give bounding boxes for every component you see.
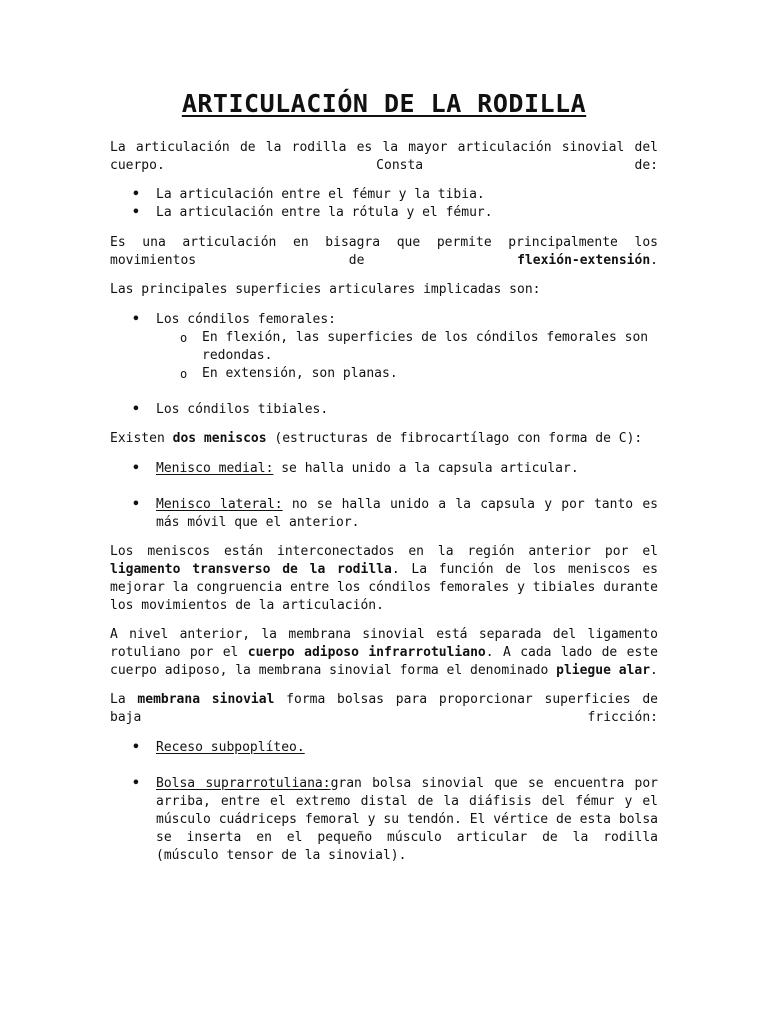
- menisco-lateral-text: no se halla unido a la capsula y por tanto es más móvil que el anterior.: [156, 497, 658, 530]
- list-item: [110, 496, 658, 532]
- list-item: • La articulación entre el fémur y la tibia.: [110, 186, 658, 204]
- list-item: [110, 311, 658, 329]
- list-item: [110, 775, 658, 865]
- superficies-list: [110, 311, 658, 419]
- anterior-mid: . A cada lado de este cuerpo adiposo, la membrana sinovial forma el denominado: [110, 645, 658, 678]
- sub-list-item: o En flexión, las superficies de los cóndilos femorales son redondas.: [110, 329, 658, 365]
- bolsas-paragraph: [110, 691, 658, 727]
- receso-label: Receso subpoplíteo.: [156, 740, 305, 755]
- menisco-medial-label: Menisco medial:: [156, 461, 274, 476]
- meniscos-end: (estructuras de fibrocartílago con forma de C):: [266, 431, 643, 446]
- meniscos-list: [110, 460, 658, 532]
- bisagra-paragraph: [110, 234, 658, 270]
- meniscos-text: Existen: [110, 431, 173, 446]
- bolsa-text: gran bolsa sinovial que se encuentra por arriba, entre el extremo distal de la diáfisis del fémur y el músculo cuádriceps femoral y su tendón. El vértice de esta bolsa se inserta en el pequeño músculo articular de la rodilla (músculo tensor de la sinovial).: [156, 776, 658, 863]
- bisagra-text: Es una articulación en bisagra que permite principalmente los movimientos de: [110, 235, 658, 268]
- interconexion-text: Los meniscos están interconectados en la región anterior por el: [110, 544, 658, 559]
- superficies-intro: Las principales superficies articulares implicadas son:: [110, 282, 541, 297]
- anterior-bold-2: pliegue alar: [556, 663, 651, 678]
- interconexion-bold: ligamento transverso de la rodilla: [110, 562, 392, 577]
- anterior-text: A nivel anterior, la membrana sinovial está separada del ligamento rotuliano por el: [110, 627, 658, 660]
- bisagra-end: .: [650, 253, 658, 268]
- meniscos-intro: [110, 430, 658, 448]
- bolsas-bold: membrana sinovial: [137, 692, 275, 707]
- anterior-paragraph: [110, 626, 658, 680]
- bolsas-end: forma bolsas para proporcionar superficies de baja fricción:: [110, 692, 658, 725]
- meniscos-bold: dos meniscos: [172, 431, 267, 446]
- menisco-lateral-label: Menisco lateral:: [156, 497, 283, 512]
- list-item: • La articulación entre la rótula y el fémur.: [110, 204, 658, 222]
- bolsas-list: [110, 739, 658, 865]
- interconexion-paragraph: [110, 543, 658, 615]
- consta-list: [110, 186, 658, 222]
- list-item: [110, 460, 658, 478]
- condilos-femorales-label: Los cóndilos femorales:: [156, 312, 337, 327]
- interconexion-end: . La función de los meniscos es mejorar la congruencia entre los cóndilos femorales y tibiales durante los movimientos de la articulación.: [110, 562, 658, 613]
- bolsas-text: La: [110, 692, 138, 707]
- page-title: ARTICULACIÓN DE LA RODILLA: [181, 89, 587, 118]
- intro-paragraph: La articulación de la rodilla es la mayor articulación sinovial del cuerpo. Consta de:: [110, 140, 658, 173]
- anterior-end: .: [650, 663, 658, 678]
- bisagra-bold: flexión-extensión: [517, 253, 651, 268]
- menisco-medial-text: se halla unido a la capsula articular.: [273, 461, 579, 476]
- list-item: [110, 739, 658, 757]
- anterior-bold-1: cuerpo adiposo infrarrotuliano: [247, 645, 486, 660]
- bolsa-label: Bolsa suprarrotuliana:: [156, 776, 331, 791]
- list-item: • Los cóndilos tibiales.: [110, 401, 658, 419]
- sub-list-item: o En extensión, son planas.: [110, 365, 658, 383]
- document-body: [110, 88, 658, 865]
